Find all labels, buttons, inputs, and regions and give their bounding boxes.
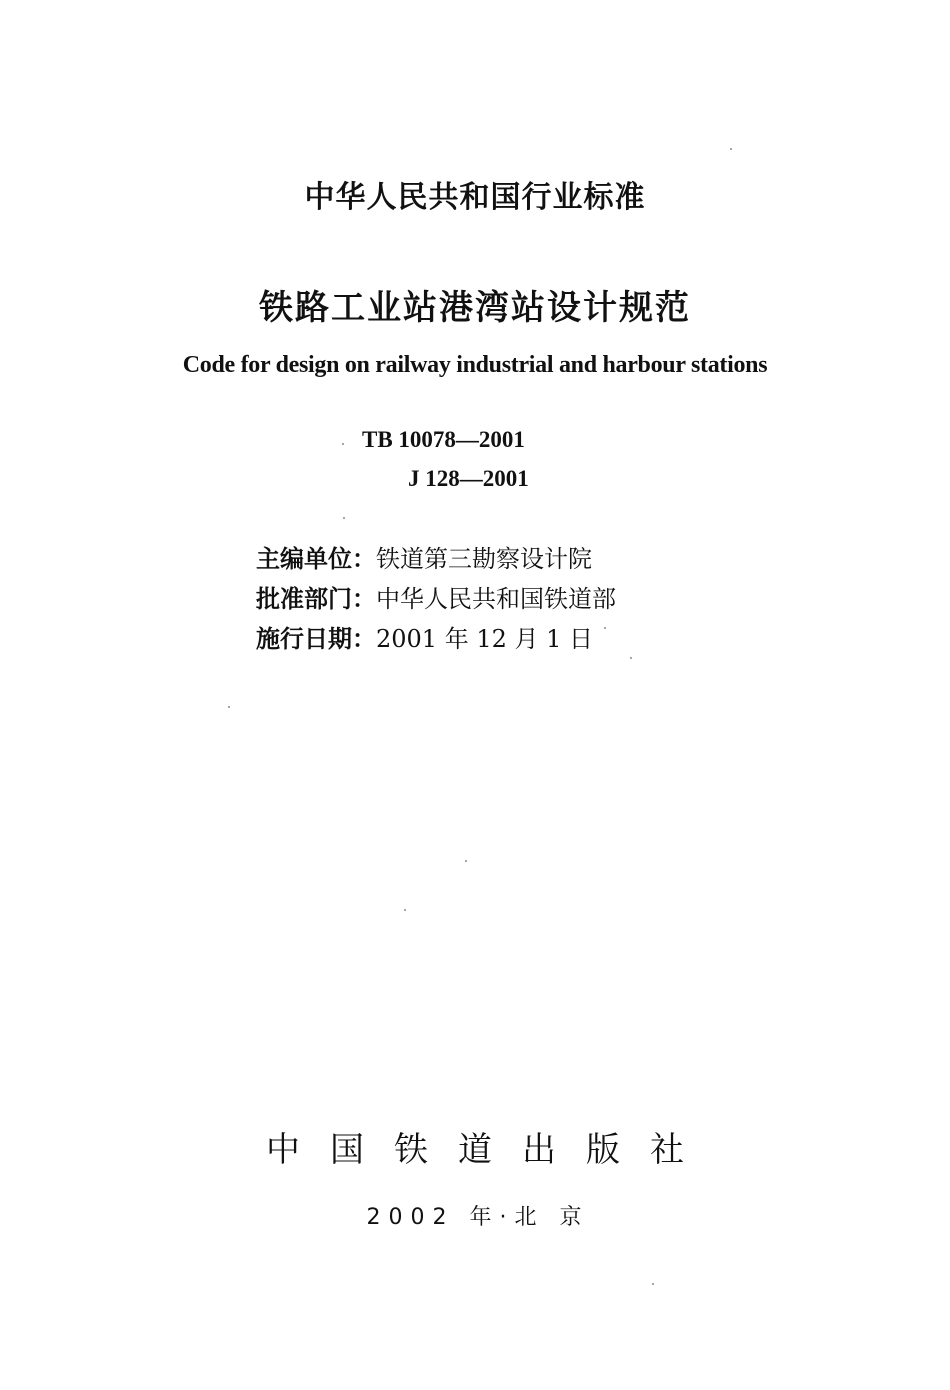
scan-speck	[343, 517, 345, 519]
publisher-name: 中国铁道出版社	[266, 1130, 714, 1170]
effective-date-label: 施行日期：	[256, 624, 376, 653]
approver-value: 中华人民共和国铁道部	[376, 585, 616, 613]
scan-speck	[465, 860, 467, 862]
editor-value: 铁道第三勘察设计院	[376, 545, 592, 573]
effective-date-value: 2001 年 12 月 1 日	[376, 625, 594, 653]
editor-row	[256, 539, 592, 574]
editor-label: 主编单位：	[256, 544, 376, 573]
scan-speck	[342, 443, 344, 445]
scan-speck	[228, 706, 230, 708]
standard-type-heading: 中华人民共和国行业标准	[304, 180, 646, 215]
scan-speck	[630, 657, 632, 659]
scan-speck	[652, 1283, 654, 1285]
scan-speck	[604, 627, 606, 629]
j-standard-code: J 128—2001	[408, 466, 529, 491]
approver-row	[256, 579, 616, 614]
publication-date-place: 2002 年·北 京	[366, 1205, 590, 1230]
scan-speck	[404, 909, 406, 911]
approver-label: 批准部门：	[256, 584, 376, 613]
english-title: Code for design on railway industrial and harbour stations	[182, 352, 768, 378]
scan-speck	[730, 148, 732, 150]
chinese-title: 铁路工业站港湾站设计规范	[259, 288, 691, 328]
effective-date-row	[256, 619, 593, 654]
tb-standard-code: TB 10078—2001	[362, 427, 525, 452]
